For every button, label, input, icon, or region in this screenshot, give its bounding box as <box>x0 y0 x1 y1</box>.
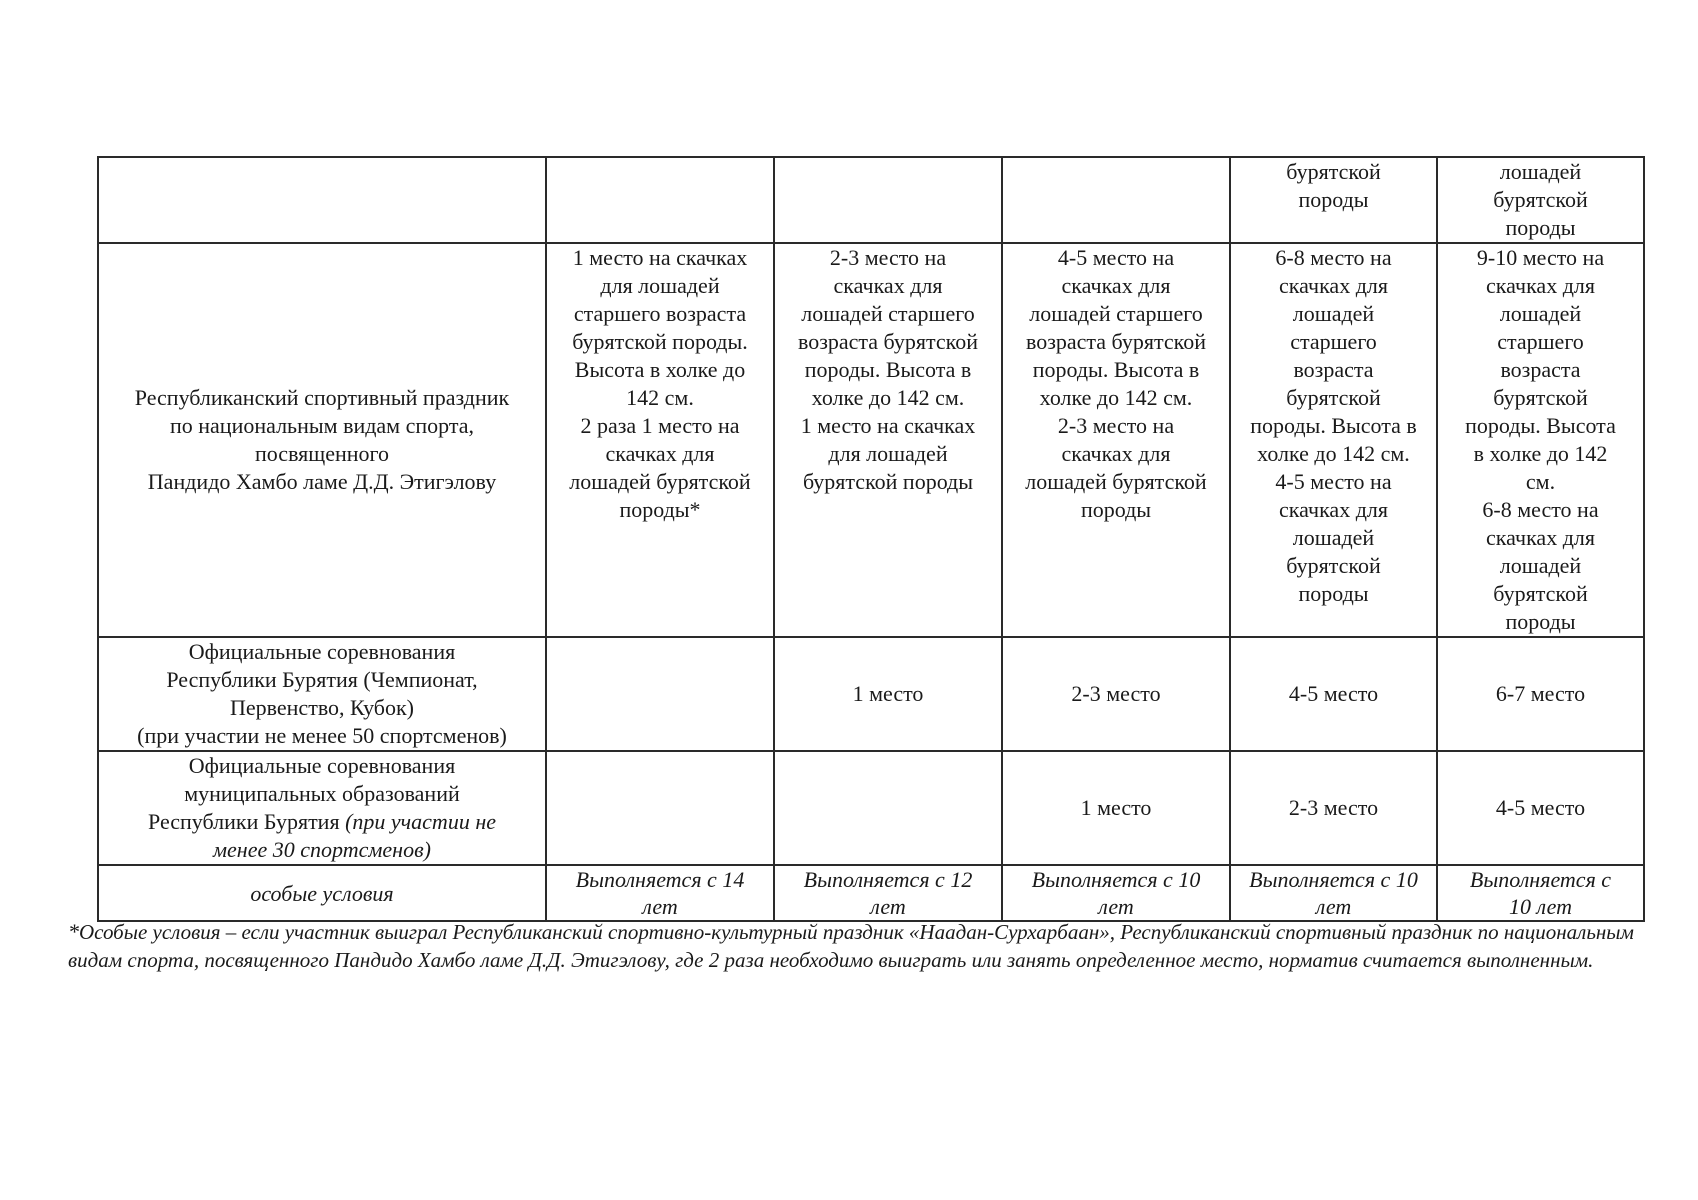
table-cell <box>546 157 774 243</box>
table-cell: Выполняется с 10 лет <box>1437 865 1644 921</box>
special-conditions-label: особые условия <box>98 865 546 921</box>
table-cell: 6-8 место на скачках для лошадей старшего возраста бурятской породы. Высота в холке до 142 см. 4-5 место на скачках для лошадей бурятской породы <box>1230 243 1437 637</box>
table-row <box>98 751 1644 865</box>
footnote-text: Особые условия – если участник выиграл Республиканский спортивно-культурный праздник «Наадан-Сурхарбаан», Республиканский спортивный праздник по национальным видам спорта, посвященного Пандидо Хамбо ламе Д.Д. Этигэлову, где 2 раза необходимо выиграть или занять определенное место, норматив считается выполненным. <box>68 920 1634 972</box>
table-cell <box>546 751 774 865</box>
competition-name-cell: Официальные соревнования Республики Бурятия (Чемпионат, Первенство, Кубок) (при участии не менее 50 спортсменов) <box>98 637 546 751</box>
table-cell: 2-3 место <box>1002 637 1230 751</box>
table-cell: 4-5 место на скачках для лошадей старшего возраста бурятской породы. Высота в холке до 142 см. 2-3 место на скачках для лошадей бурятской породы <box>1002 243 1230 637</box>
table-cell <box>774 751 1002 865</box>
table-cell: бурятской породы <box>1230 157 1437 243</box>
competition-name-cell: Республиканский спортивный праздник по национальным видам спорта, посвященного Пандидо Хамбо ламе Д.Д. Этигэлову <box>98 243 546 637</box>
table-cell <box>774 157 1002 243</box>
table-cell <box>1002 157 1230 243</box>
table-cell: Выполняется с 10 лет <box>1230 865 1437 921</box>
table-cell: Выполняется с 14 лет <box>546 865 774 921</box>
table-cell: 6-7 место <box>1437 637 1644 751</box>
table-cell: 4-5 место <box>1437 751 1644 865</box>
table-row <box>98 243 1644 637</box>
table-cell: Выполняется с 12 лет <box>774 865 1002 921</box>
table-cell: 2-3 место <box>1230 751 1437 865</box>
sports-norms-table <box>97 156 1645 922</box>
table-cell: 2-3 место на скачках для лошадей старшего возраста бурятской породы. Высота в холке до 142 см. 1 место на скачках для лошадей бурятской породы <box>774 243 1002 637</box>
table-cell: 1 место <box>1002 751 1230 865</box>
footnote <box>68 918 1668 974</box>
table-cell: лошадей бурятской породы <box>1437 157 1644 243</box>
competition-name-note: (при участии не менее 30 спортсменов) <box>213 809 496 862</box>
footnote-marker: * <box>68 919 79 944</box>
competition-name-text: Официальные соревнования муниципальных образований Республики Бурятия <box>148 753 460 834</box>
competition-name-cell <box>98 751 546 865</box>
table-cell: 4-5 место <box>1230 637 1437 751</box>
table-row <box>98 865 1644 921</box>
table-cell <box>546 637 774 751</box>
table-cell: 1 место на скачках для лошадей старшего возраста бурятской породы. Высота в холке до 142 см. 2 раза 1 место на скачках для лошадей бурятской породы* <box>546 243 774 637</box>
table-cell: 9-10 место на скачках для лошадей старшего возраста бурятской породы. Высота в холке до 142 см. 6-8 место на скачках для лошадей бурятской породы <box>1437 243 1644 637</box>
table-cell: 1 место <box>774 637 1002 751</box>
table-cell <box>98 157 546 243</box>
table-cell: Выполняется с 10 лет <box>1002 865 1230 921</box>
table-row <box>98 157 1644 243</box>
table-row <box>98 637 1644 751</box>
